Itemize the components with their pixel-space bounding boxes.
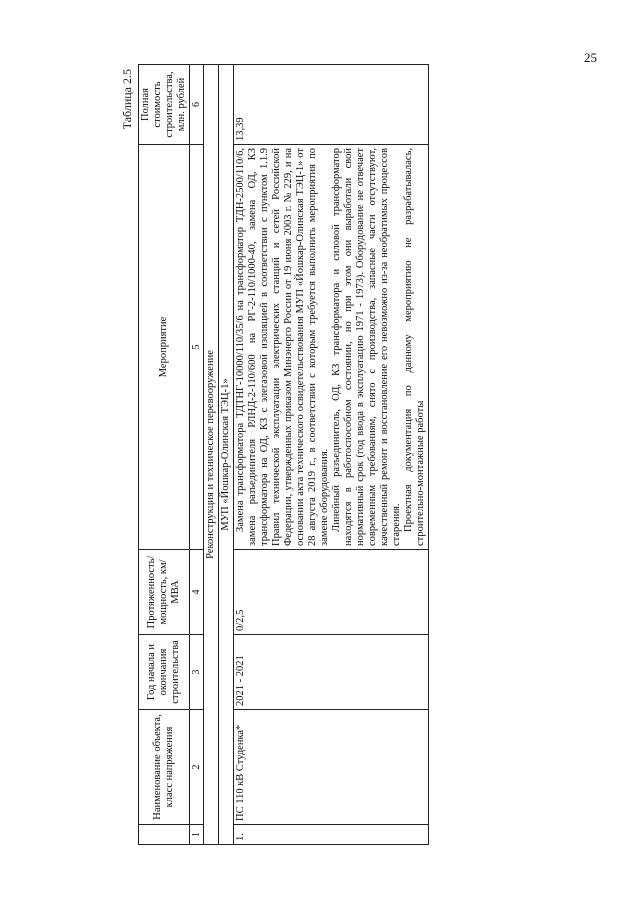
header-cell-no bbox=[139, 825, 190, 845]
table-row bbox=[234, 65, 429, 845]
header-cell-measure: Мероприятие bbox=[139, 145, 190, 550]
capacity-value: 0/2,5 bbox=[234, 550, 429, 635]
header-cell-capacity: Протяженность/ мощность, км/МВА bbox=[139, 550, 190, 635]
column-number-row bbox=[189, 65, 203, 845]
row-number: 1. bbox=[234, 825, 429, 845]
total-cost: 13,39 bbox=[234, 65, 429, 145]
construction-years: 2021 - 2021 bbox=[234, 635, 429, 710]
measure-paragraph: Проектная документация по данному мероприятию не разрабатывалась, строительно-монтажные работы bbox=[402, 148, 426, 546]
column-number: 6 bbox=[189, 65, 203, 145]
section-row bbox=[204, 65, 219, 845]
subsection-title: МУП «Йошкар-Олинская ТЭЦ-1» bbox=[219, 65, 234, 845]
investment-table bbox=[138, 64, 429, 845]
column-number: 3 bbox=[189, 635, 203, 710]
rotated-table-sheet bbox=[120, 65, 584, 845]
section-title: Реконструкция и техническое перевооружение bbox=[204, 65, 219, 845]
header-cell-years: Год начала и окончания строительства bbox=[139, 635, 190, 710]
measure-paragraph: Линейный разъединитель, ОД, КЗ трансформатора и силовой трансформатор находятся в работоспособном состоянии, но при этом они выработали свой нормативный срок (год ввода в эксплуатацию 1971 - 1973). Оборудование не отвечает современным требованиям, снято с производства, запасные части отсутствуют, качественный ремонт и восстановление его невозможно из-за необратимых процессов старения. bbox=[330, 148, 402, 546]
table-label: Таблица 2.5 bbox=[120, 69, 134, 130]
measure-paragraph: Замена трансформатора ТДТНГ-10000/110/35/6 на трансформатор ТДН-2500/110/6, замена разъединителя РЛНД-2-110/600 на РГ-2-110/1000-40, замена ОД, КЗ трансформатора на ОД, КЗ с элегазовой изоляцией в соответствии с пунктом 1.1.9 Правил технической эксплуатации электрических станций и сетей Российской Федерации, утвержденных приказом Минэнерго России от 19 июня 2003 г. № 229, и на основании акта технического освидетельствования МУП «Йошкар-Олинская ТЭЦ-1» от 28 августа 2019 г., в соответствии с которым требуется выполнить мероприятия по замене оборудования. bbox=[235, 148, 330, 546]
measure-description bbox=[234, 145, 429, 550]
page-number: 25 bbox=[584, 50, 597, 65]
column-number: 4 bbox=[189, 550, 203, 635]
header-cell-cost: Полная стоимость строительства, млн. рублей bbox=[139, 65, 190, 145]
column-number: 5 bbox=[189, 145, 203, 550]
header-row bbox=[139, 65, 190, 845]
object-name: ПС 110 кВ Студенка* bbox=[234, 710, 429, 825]
header-cell-name: Наименование объекта, класс напряжения bbox=[139, 710, 190, 825]
column-number: 1 bbox=[189, 825, 203, 845]
column-number: 2 bbox=[189, 710, 203, 825]
subsection-row bbox=[219, 65, 234, 845]
